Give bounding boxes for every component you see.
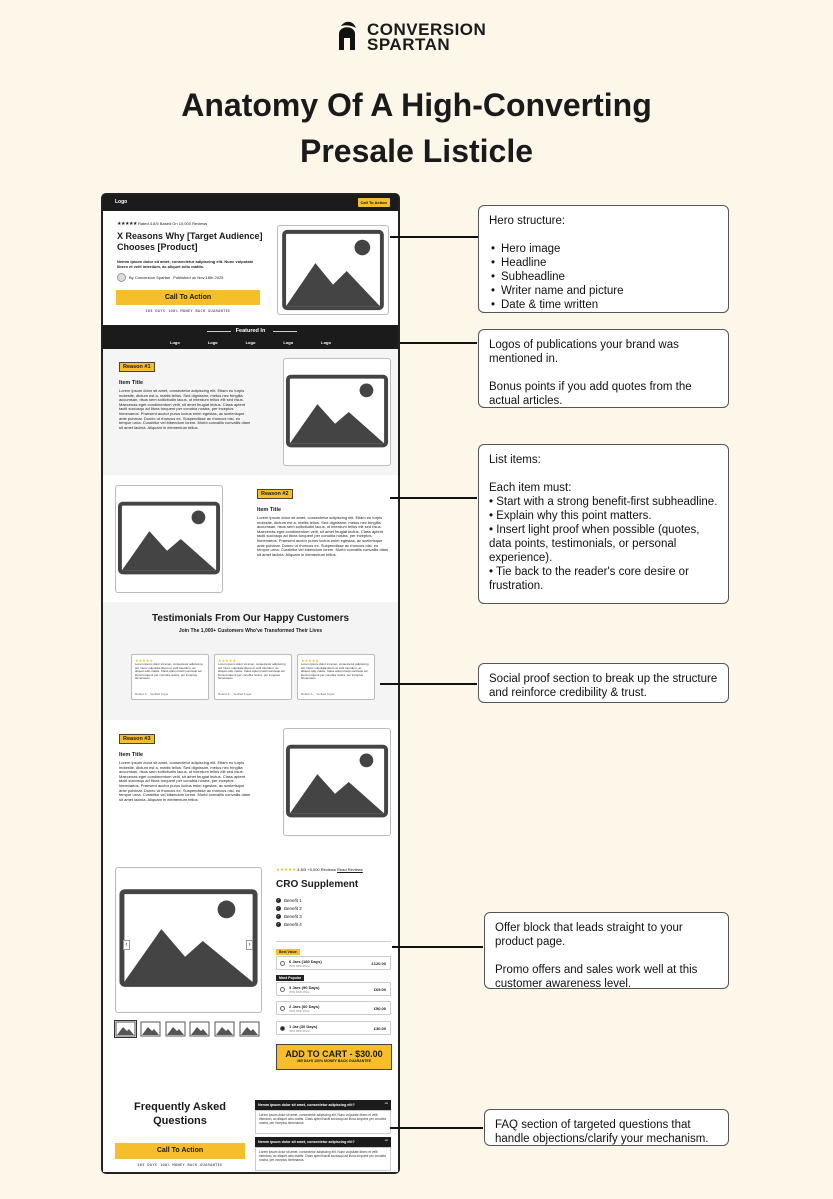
callout-list	[478, 444, 729, 604]
cart-guarantee: 365 DAYS 100% MONEY BACK GUARANTEE	[296, 1059, 372, 1063]
testimonial-text: Lorem ipsum dolor sit amet, consectetur adipiscing elit. Nunc vulputate libero et velit interdum, ac aliquet odio mattis. Class aptent taciti sociosqu ad litora torquent per conubia nostra, per inceptos himenaeos.	[135, 662, 203, 681]
callout-hero	[478, 205, 729, 313]
reason-1-image-icon	[283, 358, 391, 466]
publication-logo: Logo	[207, 340, 218, 345]
check-icon: ✓	[277, 898, 280, 902]
check-icon: ✓	[277, 906, 280, 910]
product-image-icon	[115, 867, 262, 1013]
reason-3-badge: Reason #3	[119, 734, 155, 744]
callout-list-point: • Start with a strong benefit-first subheadline.	[489, 496, 718, 508]
offer-option-selected[interactable]: 1 Jar (30 Days) 70% OFF Price £30.00	[276, 1021, 391, 1035]
callout-hero-item: • Subheadline	[489, 270, 718, 284]
add-to-cart-label: ADD TO CART - $30.00	[285, 1049, 383, 1059]
publication-logo: Logo	[283, 340, 294, 345]
reason-3-body: Lorem ipsum dolor sit amet, consectetur adipiscing elit. Etiam eu turpis molestie, dictum est a, mattis tellus. Sed dignissim, metus nec fringilla accumsan, risus sem sollicitudin lacus, ut interdum tellus elit sed risus. Maecenas eget condimentum velit, sit amet feugiat lectus. Class aptent taciti sociosqu ad litora torquent per conubia nostra, per inceptos himenaeos. Praesent auctor purus luctus enim egestas, ac scelerisque ante pulvinar. Donec ut rhoncus ex. Suspendisse ac rhoncus nisl, eu tempor urna. Curabitur vel bibendum lorem. Morbi convallis convallis diam sit amet lacinia. Aliquam in elementum tellus.	[119, 760, 251, 802]
brand-name-line1: CONVERSION	[367, 20, 487, 39]
connector-line	[380, 683, 477, 685]
callout-logos-line2: Bonus points if you add quotes from the actual articles.	[489, 381, 692, 407]
testimonials-title: Testimonials From Our Happy Customers	[151, 613, 350, 624]
hero-rating-text: Rated 4.8/5 Based On 10,000 Reviews	[138, 221, 208, 226]
testimonial-author: Robert A. · Verified buyer	[135, 692, 169, 696]
publication-logo: Logo	[245, 340, 256, 345]
reason-3-image-icon	[283, 728, 391, 836]
callout-list-title: List items:	[489, 454, 541, 466]
reason-1-body: Lorem ipsum dolor sit amet, consectetur adipiscing elit. Etiam eu turpis molestie, dictum est a, mattis tellus. Sed dignissim, metus nec fringilla accumsan, risus sem sollicitudin lacus, ut interdum tellus elit sed risus. Maecenas eget condimentum velit, sit amet feugiat lectus. Class aptent taciti sociosqu ad litora torquent per conubia nostra, per inceptos himenaeos. Praesent auctor purus luctus enim egestas, ac scelerisque ante pulvinar. Donec ut rhoncus ex. Suspendisse ac rhoncus nisl, eu tempor urna. Curabitur vel bibendum lorem. Morbi convallis convallis diam sit amet lacinia. Aliquam in elementum tellus.	[119, 388, 251, 430]
callout-offer	[484, 912, 729, 989]
offer-stars-icon: ★★★★★	[276, 867, 297, 872]
callout-faq	[484, 1109, 729, 1146]
featured-title: Featured In	[235, 328, 266, 334]
callout-hero-item: • Headline	[489, 256, 718, 270]
callout-list-point: • Insert light proof when possible (quotes, data points, testimonials, or personal experience).	[489, 524, 700, 564]
featured-logos	[103, 340, 398, 345]
radio-icon[interactable]	[280, 987, 285, 992]
faq-cta-button[interactable]: Call To Action	[115, 1143, 245, 1159]
testimonial-card	[131, 654, 209, 700]
callout-hero-item: • Writer name and picture	[489, 284, 718, 298]
testimonial-card	[214, 654, 292, 700]
reason-2-title: Item Title	[257, 507, 282, 513]
hero-image-placeholder-icon	[277, 225, 389, 315]
connector-line	[390, 236, 480, 238]
testimonial-author: Robert A. · Verified buyer	[301, 692, 335, 696]
faq-answer: Lorem ipsum dolor sit amet, consectetur adipiscing elit. Nunc vulputate libero et velit interdum, ac aliquet odio mattis. Class aptent taciti sociosqu ad litora torquent per conubia nostra, per inceptos himenaeos.	[255, 1147, 391, 1171]
divider	[276, 941, 391, 942]
most-popular-badge: Most Popular	[276, 975, 304, 981]
benefit-item: ✓ Benefit 3	[277, 914, 302, 919]
reason-2-badge: Reason #2	[257, 489, 293, 499]
hero-guarantee: 365 DAYS 100% MONEY BACK GUARANTEE	[145, 309, 231, 313]
star-rating-icon: ★★★★★	[135, 658, 153, 663]
hero-headline: X Reasons Why [Target Audience] Chooses [Product]	[117, 231, 263, 252]
connector-line	[400, 342, 477, 344]
hero-cta-button[interactable]: Call To Action	[116, 290, 260, 305]
page-title	[0, 82, 833, 174]
page-title-line2: Presale Listicle	[299, 133, 534, 169]
product-thumbnail-icon[interactable]	[189, 1021, 210, 1037]
callout-hero-item: • Hero image	[489, 242, 718, 256]
avatar	[117, 273, 126, 282]
benefit-item: ✓ Benefit 4	[277, 922, 302, 927]
collapse-icon[interactable]: −	[384, 1101, 388, 1107]
product-thumbnail-icon[interactable]	[140, 1021, 161, 1037]
star-rating-icon: ★★★★★	[218, 658, 236, 663]
radio-icon[interactable]	[280, 961, 285, 966]
product-thumbnail-icon[interactable]	[115, 1021, 136, 1037]
radio-icon[interactable]	[280, 1006, 285, 1011]
product-thumbnail-icon[interactable]	[165, 1021, 186, 1037]
check-icon: ✓	[277, 914, 280, 918]
testimonial-author: Robert A. · Verified buyer	[218, 692, 252, 696]
product-thumbnail-icon[interactable]	[239, 1021, 260, 1037]
callout-social-text: Social proof section to break up the structure and reinforce credibility & trust.	[489, 673, 718, 699]
callout-list-point: • Tie back to the reader's core desire or frustration.	[489, 566, 689, 592]
testimonials-subtitle: Join The 1,000+ Customers Who've Transformed Their Lives	[178, 628, 323, 634]
reason-2-image-icon	[115, 485, 223, 593]
reason-3-title: Item Title	[119, 752, 144, 758]
testimonial-card	[297, 654, 375, 700]
page-title-line1: Anatomy Of A High-Converting	[181, 87, 652, 123]
collapse-icon[interactable]: −	[384, 1138, 388, 1144]
publish-date: Published on Nov 16th 2025	[173, 275, 224, 280]
hero-stars-icon: ★★★★★	[117, 221, 137, 227]
callout-social-proof	[478, 663, 729, 703]
product-title: CRO Supplement	[276, 879, 359, 890]
callout-list-intro: Each item must:	[489, 482, 572, 494]
publication-logo: Logo	[170, 340, 180, 345]
callout-list-point: • Explain why this point matters.	[489, 510, 652, 522]
offer-rating-text: 4.8/5 +5,000 Reviews	[297, 867, 336, 872]
connector-line	[392, 946, 483, 948]
read-reviews-link[interactable]: Read Reviews	[337, 867, 363, 872]
faq-question[interactable]: Nemm ipsum dolor sit amet, consectetur adipiscing elit? −	[255, 1100, 391, 1110]
add-to-cart-button[interactable]	[276, 1044, 392, 1070]
listicle-mockup	[101, 193, 400, 1174]
star-rating-icon: ★★★★★	[301, 658, 319, 663]
brand-logo	[335, 20, 486, 54]
callout-hero-item: • Date & time written	[489, 298, 718, 312]
reason-1-title: Item Title	[119, 380, 144, 386]
product-thumbnail-icon[interactable]	[214, 1021, 235, 1037]
radio-icon[interactable]	[280, 1026, 285, 1031]
testimonial-text: Lorem ipsum dolor sit amet, consectetur adipiscing elit. Nunc vulputate libero et velit interdum, ac aliquet odio mattis. Class aptent taciti sociosqu ad litora torquent per conubia nostra, per inceptos himenaeos.	[301, 662, 369, 681]
hero-author	[117, 273, 223, 282]
mockup-navbar	[103, 195, 398, 211]
spartan-helmet-icon	[335, 20, 359, 54]
reason-1-badge: Reason #1	[119, 362, 155, 372]
publication-logo: Logo	[321, 340, 331, 345]
nav-logo[interactable]: Logo	[115, 199, 128, 205]
callout-offer-line2: Promo offers and sales work well at this customer awareness level.	[495, 964, 698, 990]
nav-cta-button[interactable]: Call To Action	[358, 198, 390, 207]
benefit-item: ✓ Benefit 1	[277, 898, 302, 903]
callout-faq-text: FAQ section of targeted questions that handle objections/clarify your mechanism.	[495, 1119, 709, 1145]
featured-in-bar	[103, 325, 398, 349]
carousel-next-icon[interactable]: ›	[246, 940, 253, 950]
author-name: By Conversion Spartan	[129, 275, 171, 280]
check-icon: ✓	[277, 922, 280, 926]
hero-subheadline: Nemm ipsum dolor sit amet, consectetur adipiscing elit. Nunc vulputate libero et velit interdum, ac aliquet odio mattis.	[117, 259, 254, 269]
offer-option[interactable]: 6 Jars (180 Days) 70% OFF Price £120.00	[276, 956, 391, 970]
brand-name-line2: SPARTAN	[367, 35, 451, 54]
connector-line	[390, 1127, 483, 1129]
hero-rating	[117, 221, 207, 227]
reason-2-body: Lorem ipsum dolor sit amet, consectetur adipiscing elit. Etiam eu turpis molestie, dictum est a, mattis tellus. Sed dignissim, metus nec fringilla accumsan, risus sem sollicitudin lacus, ut interdum tellus elit sed risus. Maecenas eget condimentum velit, sit amet feugiat lectus. Class aptent taciti sociosqu ad litora torquent per conubia nostra, per inceptos himenaeos. Praesent auctor purus luctus enim egestas, ac scelerisque ante pulvinar. Donec ut rhoncus ex. Suspendisse ac rhoncus nisl, eu tempor urna. Curabitur vel bibendum lorem. Morbi convallis convallis diam sit amet lacinia. Aliquam in elementum tellus.	[257, 515, 389, 557]
offer-rating	[276, 867, 363, 873]
faq-guarantee: 365 DAYS 100% MONEY BACK GUARANTEE	[137, 1163, 223, 1167]
offer-option[interactable]: 3 Jars (90 Days) 70% OFF Price £69.00	[276, 982, 391, 996]
callout-offer-line1: Offer block that leads straight to your product page.	[495, 922, 683, 948]
best-value-badge: Best Value	[276, 949, 300, 955]
faq-answer: Lorem ipsum dolor sit amet, consectetur adipiscing elit. Nunc vulputate libero et velit interdum, ac aliquet odio mattis. Class aptent taciti sociosqu ad litora torquent per conubia nostra, per inceptos himenaeos.	[255, 1110, 391, 1134]
carousel-prev-icon[interactable]: ‹	[123, 940, 130, 950]
testimonial-text: Lorem ipsum dolor sit amet, consectetur adipiscing elit. Nunc vulputate libero et velit interdum, ac aliquet odio mattis. Class aptent taciti sociosqu ad litora torquent per conubia nostra, per inceptos himenaeos.	[218, 662, 286, 681]
connector-line	[390, 497, 477, 499]
callout-logos	[478, 329, 729, 408]
callout-logos-line1: Logos of publications your brand was mentioned in.	[489, 339, 679, 365]
offer-option[interactable]: 2 Jars (60 Days) 70% OFF Price £50.00	[276, 1001, 391, 1015]
benefit-item: ✓ Benefit 2	[277, 906, 302, 911]
faq-question[interactable]: Nemm ipsum dolor sit amet, consectetur adipiscing elit? −	[255, 1137, 391, 1147]
faq-title: Frequently Asked Questions	[134, 1101, 226, 1127]
callout-hero-title: Hero structure:	[489, 215, 566, 227]
